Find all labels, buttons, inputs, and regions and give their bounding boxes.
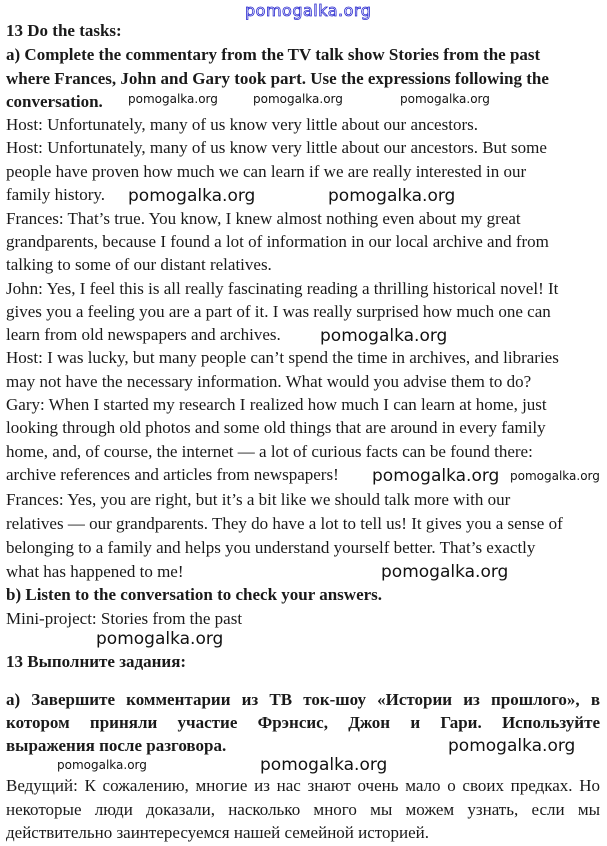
- dialogue-line: grandparents, because I found a lot of information in our local archive and from: [6, 232, 549, 251]
- dialogue-line: relatives — our grandparents. They do have a lot to tell us! It gives you a sense of: [6, 514, 563, 533]
- watermark: pomogalka.org: [260, 755, 388, 775]
- dialogue-line: Host: I was lucky, but many people can’t spend the time in archives, and libraries: [6, 348, 559, 367]
- dialogue-line: belonging to a family and helps you understand yourself better. That’s exactly: [6, 538, 536, 557]
- watermark: pomogalka.org: [400, 92, 490, 106]
- russian-heading: 13 Выполните задания:: [6, 652, 187, 671]
- russian-task-a-line: котором приняли участие Фрэнсис, Джон и Гари. Используйте: [6, 713, 600, 732]
- dialogue-line: archive references and articles from newspapers!: [6, 465, 339, 484]
- dialogue-line: Host: Unfortunately, many of us know very little about our ancestors. But some: [6, 138, 547, 157]
- dialogue-line: Gary: When I started my research I realized how much I can learn at home, just: [6, 395, 547, 414]
- dialogue-line: looking through old photos and some old things that are around in every family: [6, 418, 546, 437]
- watermark: pomogalka.org: [96, 629, 224, 649]
- russian-task-a-line: выражения после разговора.: [6, 736, 227, 755]
- task-a-line: a) Complete the commentary from the TV talk show Stories from the past: [6, 45, 541, 64]
- task-a-line: where Frances, John and Gary took part. Use the expressions following the: [6, 69, 549, 88]
- dialogue-line: may not have the necessary information. What would you advise them to do?: [6, 372, 532, 391]
- russian-dialogue-line: действительно заинтересуемся нашей семейной историей.: [6, 823, 429, 842]
- task-b: b) Listen to the conversation to check your answers.: [6, 585, 383, 604]
- dialogue-line: talking to some of our distant relatives.: [6, 255, 272, 274]
- watermark: pomogalka.org: [253, 92, 343, 106]
- russian-task-a-line: а) Завершите комментарии из ТВ ток-шоу «Истории из прошлого», в: [6, 690, 600, 709]
- dialogue-line: home, and, of course, the internet — a lot of curious facts can be found there:: [6, 442, 533, 461]
- task-a-line: conversation.: [6, 92, 103, 111]
- watermark: pomogalka.org: [510, 469, 600, 483]
- watermark: pomogalka.org: [328, 186, 456, 206]
- mini-project: Mini-project: Stories from the past: [6, 609, 243, 628]
- dialogue-line: Host: Unfortunately, many of us know very little about our ancestors.: [6, 115, 478, 134]
- task-heading: 13 Do the tasks:: [6, 21, 122, 40]
- russian-dialogue-line: некоторые люди доказали, насколько много мы можем узнать, если мы: [6, 800, 600, 819]
- dialogue-line: family history.: [6, 185, 105, 204]
- watermark: pomogalka.org: [372, 466, 500, 486]
- dialogue-line: what has happened to me!: [6, 562, 184, 581]
- watermark: pomogalka.org: [448, 736, 576, 756]
- dialogue-line: John: Yes, I feel this is all really fascinating reading a thrilling historical novel! It: [6, 279, 559, 298]
- dialogue-line: people have proven how much we can learn if we are really interested in our: [6, 162, 527, 181]
- watermark: pomogalka.org: [128, 92, 218, 106]
- watermark: pomogalka.org: [128, 186, 256, 206]
- watermark: pomogalka.org: [320, 326, 448, 346]
- watermark: pomogalka.org: [57, 758, 147, 772]
- dialogue-line: learn from old newspapers and archives.: [6, 325, 281, 344]
- russian-dialogue-line: Ведущий: К сожалению, многие из нас знают очень мало о своих предках. Но: [6, 776, 600, 795]
- dialogue-line: Frances: That’s true. You know, I knew almost nothing even about my great: [6, 209, 521, 228]
- watermark: pomogalka.org: [381, 562, 509, 582]
- watermark-top: pomogalka.org: [245, 1, 372, 20]
- dialogue-line: gives you a feeling you are a part of it. I was really surprised how much one can: [6, 302, 551, 321]
- dialogue-line: Frances: Yes, you are right, but it’s a bit like we should talk more with our: [6, 490, 511, 509]
